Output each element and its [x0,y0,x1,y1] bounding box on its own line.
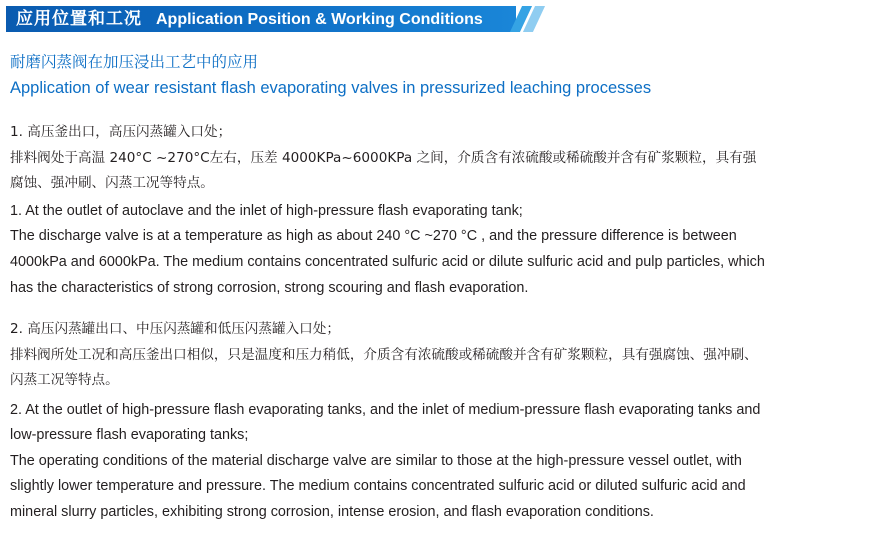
subtitle-en: Application of wear resistant flash evaporating valves in pressurized leaching processes [10,79,652,97]
section1-en-line: 1. At the outlet of autoclave and the inlet of high-pressure flash evaporating tank; [10,203,523,219]
section1-cn-line: 排料阀处于高温 240°C ~270°C左右，压差 4000KPa~6000KPa 之间，介质含有浓硫酸或稀硫酸并含有矿浆颗粒，具有强 [10,150,757,166]
section2-cn-line: 闪蒸工况等特点。 [10,372,119,388]
section1-cn-line: 1. 高压釜出口，高压闪蒸罐入口处； [10,124,232,140]
section2-en-line: 2. At the outlet of high-pressure flash evaporating tanks, and the inlet of medium-pressure flash evaporating tanks and [10,402,761,418]
section2-en-line: low-pressure flash evaporating tanks; [10,427,249,443]
header-title-cn: 应用位置和工况 [16,9,142,29]
section2-cn-line: 排料阀所处工况和高压釜出口相似，只是温度和压力稍低，介质含有浓硫酸或稀硫酸并含有矿浆颗粒，具有强腐蚀、强冲刷、 [10,347,758,363]
header-title [16,6,483,32]
header-title-en: Application Position & Working Conditions [156,11,483,28]
section1-en-line: has the characteristics of strong corrosion, strong scouring and flash evaporation. [10,280,529,296]
section1-en-line: The discharge valve is at a temperature as high as about 240 °C ~270 °C , and the pressure difference is between [10,228,737,244]
section2-cn-line: 2. 高压闪蒸罐出口、中压闪蒸罐和低压闪蒸罐入口处； [10,321,340,337]
subtitle-cn: 耐磨闪蒸阀在加压浸出工艺中的应用 [10,53,259,71]
section1-en-line: 4000kPa and 6000kPa. The medium contains concentrated sulfuric acid or dilute sulfuric acid and pulp particles, which [10,254,765,270]
section2-en-line: slightly lower temperature and pressure. The medium contains concentrated sulfuric acid or diluted sulfuric acid and [10,478,746,494]
section2-en-line: The operating conditions of the material discharge valve are similar to those at the high-pressure vessel outlet, with [10,453,742,469]
section2-en-line: mineral slurry particles, exhibiting strong corrosion, intense erosion, and flash evaporation conditions. [10,504,654,520]
section1-cn-line: 腐蚀、强冲刷、闪蒸工况等特点。 [10,175,214,191]
section-header [6,6,541,32]
